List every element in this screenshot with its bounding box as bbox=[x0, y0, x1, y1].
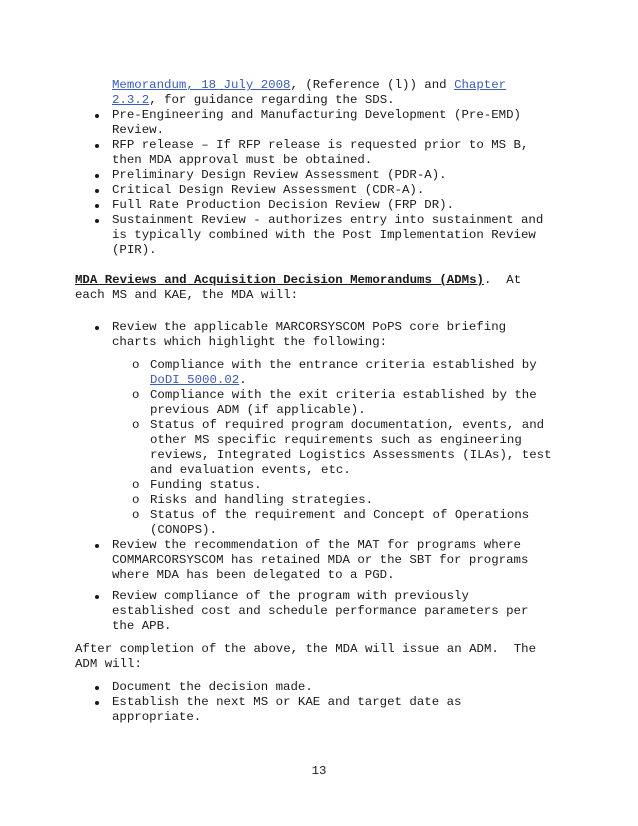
sub-list-item: Compliance with the entrance criteria established by bbox=[150, 358, 537, 372]
bullet-dot bbox=[95, 174, 99, 178]
chapter-number-link[interactable]: 2.3.2 bbox=[112, 93, 150, 107]
intro-text: , (Reference (l)) and bbox=[290, 78, 455, 92]
list-item: Sustainment Review - authorizes entry into sustainment and bbox=[112, 213, 544, 227]
sub-list-item: Status of the requirement and Concept of Operations bbox=[150, 508, 530, 522]
sub-bullet-marker: o bbox=[132, 478, 140, 492]
list-item-cont: then MDA approval must be obtained. bbox=[112, 153, 373, 167]
list-item: Review the recommendation of the MAT for programs where bbox=[112, 538, 521, 552]
list-item: Preliminary Design Review Assessment (PDR-A). bbox=[112, 168, 447, 182]
sub-bullet-marker: o bbox=[132, 493, 140, 507]
sub-list-item: Status of required program documentation, events, and bbox=[150, 418, 545, 432]
section-title: MDA Reviews and Acquisition Decision Memorandums (ADMs) bbox=[75, 273, 484, 287]
bullet-dot bbox=[95, 219, 99, 223]
sub-list-item-cont: previous ADM (if applicable). bbox=[150, 403, 366, 417]
bullet-dot bbox=[95, 204, 99, 208]
list-item-cont: appropriate. bbox=[112, 710, 202, 724]
list-item-cont: established cost and schedule performance parameters per bbox=[112, 604, 529, 618]
list-item: Review the applicable MARCORSYSCOM PoPS core briefing bbox=[112, 320, 507, 334]
list-item: Full Rate Production Decision Review (FRP DR). bbox=[112, 198, 455, 212]
intro-line-1 bbox=[112, 78, 506, 93]
bullet-dot bbox=[95, 544, 99, 548]
sub-list-item: Compliance with the exit criteria established by the bbox=[150, 388, 537, 402]
list-item: Review compliance of the program with previously bbox=[112, 589, 469, 603]
sub-bullet-marker: o bbox=[132, 418, 140, 432]
list-item-cont: (PIR). bbox=[112, 243, 157, 257]
sub-list-item-cont: other MS specific requirements such as engineering bbox=[150, 433, 522, 447]
intro-line-2 bbox=[112, 93, 395, 108]
page-number: 13 bbox=[311, 764, 327, 778]
chapter-link[interactable]: Chapter bbox=[454, 78, 507, 92]
intro-text-2: , for guidance regarding the SDS. bbox=[149, 93, 395, 107]
sub-bullet-marker: o bbox=[132, 388, 140, 402]
bullet-dot bbox=[95, 114, 99, 118]
dodi-link[interactable]: DoDI 5000.02 bbox=[150, 373, 240, 387]
sub-bullet-marker: o bbox=[132, 508, 140, 522]
bullet-dot bbox=[95, 686, 99, 690]
list-item-cont: COMMARCORSYSCOM has retained MDA or the SBT for programs bbox=[112, 553, 529, 567]
sub-list-item-cont: (CONOPS). bbox=[150, 523, 217, 537]
sub-list-item-cont bbox=[150, 373, 247, 388]
sub-list-item-cont: reviews, Integrated Logistics Assessments (ILAs), test bbox=[150, 448, 552, 462]
bullet-dot bbox=[95, 144, 99, 148]
section-heading bbox=[75, 273, 521, 288]
bullet-dot bbox=[95, 189, 99, 193]
bullet-dot bbox=[95, 595, 99, 599]
dodi-link-tail: . bbox=[239, 373, 247, 387]
list-item-cont: Review. bbox=[112, 123, 165, 137]
list-item: Document the decision made. bbox=[112, 680, 313, 694]
bullet-dot bbox=[95, 326, 99, 330]
section-title-tail: . At bbox=[483, 273, 522, 287]
after-paragraph-line-2: ADM will: bbox=[75, 657, 142, 671]
sub-list-item: Risks and handling strategies. bbox=[150, 493, 374, 507]
list-item: Establish the next MS or KAE and target date as bbox=[112, 695, 462, 709]
list-item-cont: charts which highlight the following: bbox=[112, 335, 388, 349]
section-line-2: each MS and KAE, the MDA will: bbox=[75, 288, 299, 302]
list-item-cont: where MDA has been delegated to a PGD. bbox=[112, 568, 395, 582]
list-item: Critical Design Review Assessment (CDR-A). bbox=[112, 183, 425, 197]
list-item-cont: is typically combined with the Post Implementation Review bbox=[112, 228, 536, 242]
bullet-dot bbox=[95, 701, 99, 705]
list-item-cont: the APB. bbox=[112, 619, 172, 633]
list-item: RFP release – If RFP release is requested prior to MS B, bbox=[112, 138, 529, 152]
after-paragraph-line-1: After completion of the above, the MDA will issue an ADM. The bbox=[75, 642, 537, 656]
sub-list-item-cont: and evaluation events, etc. bbox=[150, 463, 351, 477]
sub-list-item: Funding status. bbox=[150, 478, 262, 492]
memorandum-link[interactable]: Memorandum, 18 July 2008 bbox=[112, 78, 291, 92]
sub-bullet-marker: o bbox=[132, 358, 140, 372]
list-item: Pre-Engineering and Manufacturing Development (Pre-EMD) bbox=[112, 108, 521, 122]
